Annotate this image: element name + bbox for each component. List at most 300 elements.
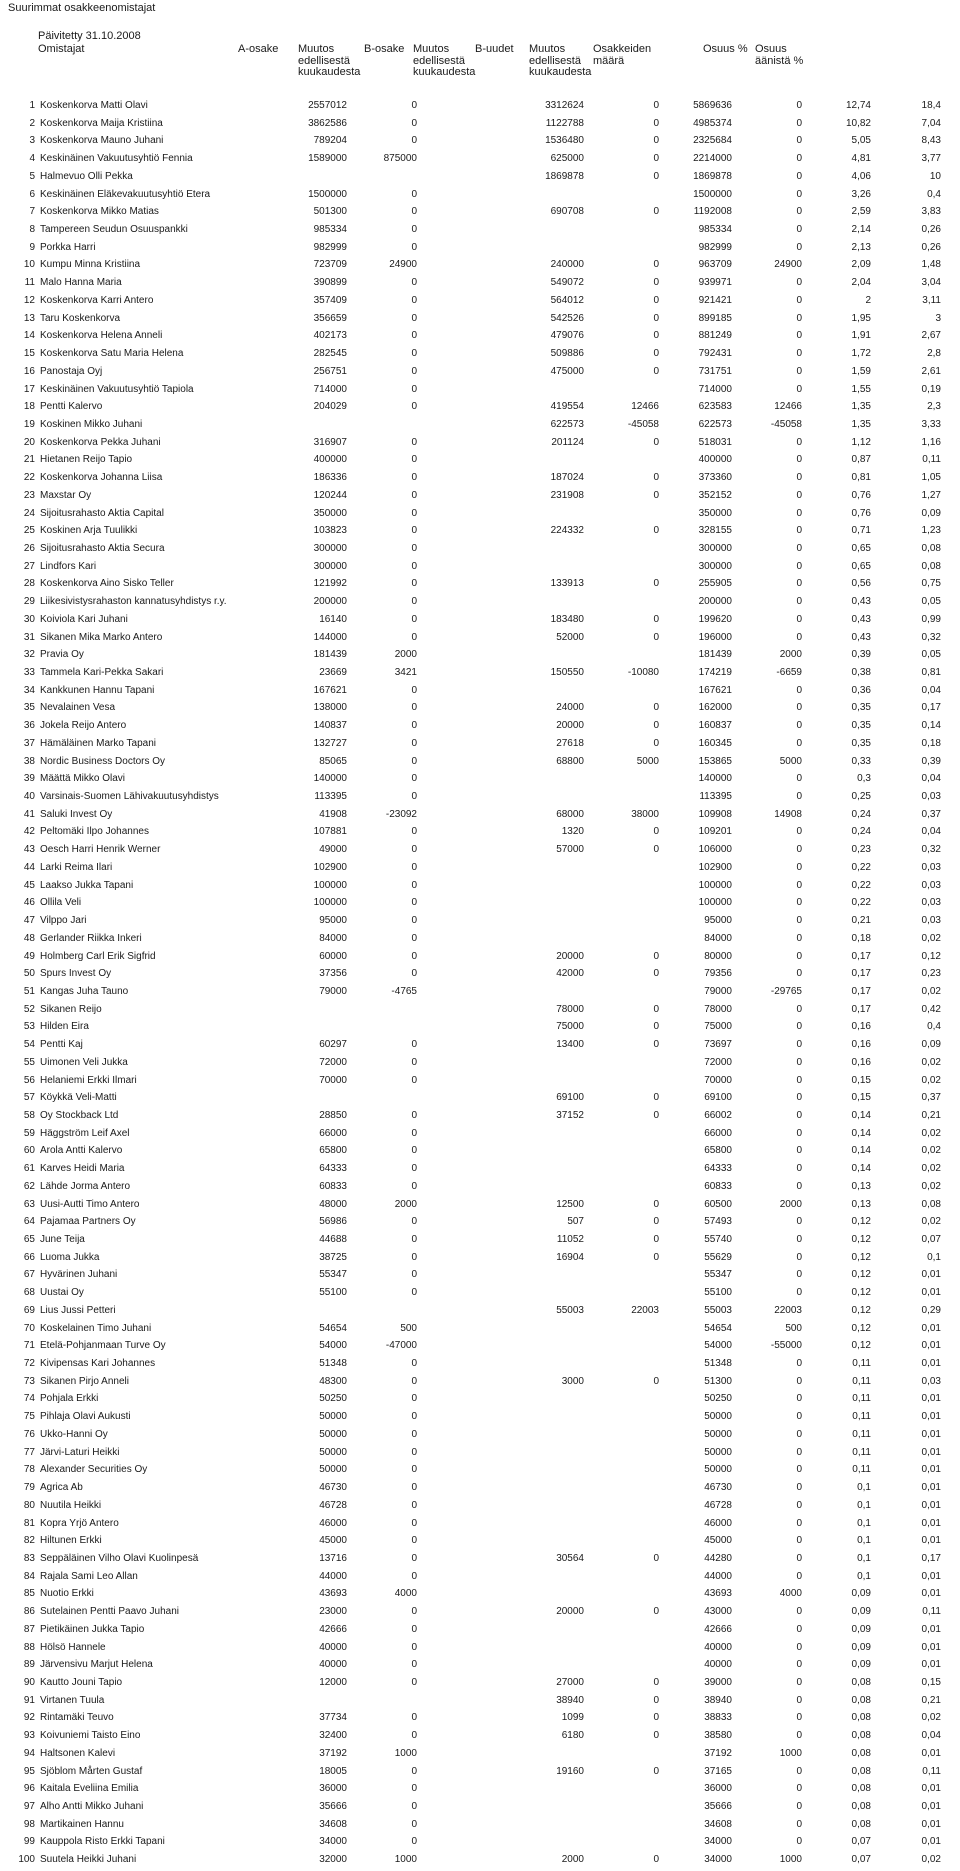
cell-pct: 0,39 xyxy=(851,649,871,661)
cell-tot: 72000 xyxy=(704,1056,732,1068)
cell-rank: 86 xyxy=(23,1606,35,1618)
header-b-shares: B-osake xyxy=(364,43,405,55)
cell-tot: 60500 xyxy=(704,1198,732,1210)
cell-a: 501300 xyxy=(313,206,347,218)
cell-u: 1536480 xyxy=(545,135,584,147)
cell-rank: 13 xyxy=(23,312,35,324)
cell-vote: 0,11 xyxy=(922,454,941,466)
table-row xyxy=(0,629,960,647)
cell-am: 0 xyxy=(411,277,417,289)
cell-name: Peltomäki Ilpo Johannes xyxy=(40,826,149,838)
cell-pct: 12,74 xyxy=(845,100,871,111)
cell-pct: 0,09 xyxy=(851,1588,871,1600)
cell-am: 0 xyxy=(411,507,417,519)
cell-um: 0 xyxy=(653,525,659,537)
cell-pct: 0,11 xyxy=(852,1375,871,1387)
table-row xyxy=(0,1497,960,1515)
cell-am: 0 xyxy=(411,542,417,554)
cell-pct: 1,55 xyxy=(851,383,871,395)
cell-name: Agrica Ab xyxy=(40,1482,83,1494)
cell-am: 0 xyxy=(411,100,417,111)
cell-tm: 0 xyxy=(796,1818,802,1830)
cell-name: Koskenkorva Johanna Liisa xyxy=(40,472,163,484)
cell-tot: 352152 xyxy=(698,489,732,501)
cell-pct: 0,22 xyxy=(851,897,871,909)
cell-um: 0 xyxy=(653,330,659,342)
cell-tm: 0 xyxy=(796,1499,802,1511)
cell-u: 20000 xyxy=(556,1606,584,1618)
cell-tot: 881249 xyxy=(698,330,732,342)
cell-pct: 0,16 xyxy=(851,1021,871,1033)
table-row xyxy=(0,753,960,771)
cell-a: 16140 xyxy=(319,613,347,625)
cell-am: 875000 xyxy=(383,153,417,165)
cell-am: 0 xyxy=(411,737,417,749)
cell-a: 256751 xyxy=(313,365,347,377)
cell-pct: 0,08 xyxy=(851,1818,871,1830)
cell-tot: 65800 xyxy=(704,1145,732,1157)
cell-rank: 11 xyxy=(24,277,35,289)
cell-a: 23000 xyxy=(319,1606,347,1618)
cell-tot: 4985374 xyxy=(693,117,732,129)
table-row xyxy=(0,540,960,558)
cell-tot: 69100 xyxy=(704,1092,732,1104)
cell-name: Sjöblom Mårten Gustaf xyxy=(40,1765,143,1777)
cell-rank: 41 xyxy=(23,808,35,820)
cell-u: 224332 xyxy=(550,525,584,537)
cell-rank: 6 xyxy=(29,188,35,200)
table-row xyxy=(0,575,960,593)
cell-name: Helaniemi Erkki Ilmari xyxy=(40,1074,137,1086)
cell-tm: 0 xyxy=(796,1694,802,1706)
cell-name: Jokela Reijo Antero xyxy=(40,720,127,732)
cell-a: 43693 xyxy=(319,1588,347,1600)
cell-pct: 0,13 xyxy=(851,1180,871,1192)
cell-vote: 0,32 xyxy=(921,844,941,856)
cell-am: 0 xyxy=(411,1712,417,1724)
cell-pct: 0,15 xyxy=(851,1092,871,1104)
cell-tot: 55347 xyxy=(704,1269,732,1281)
cell-u: 150550 xyxy=(550,667,584,678)
cell-am: 0 xyxy=(411,1482,417,1494)
cell-name: Koskinen Mikko Juhani xyxy=(40,418,143,430)
cell-vote: 0,29 xyxy=(921,1304,941,1316)
cell-tot: 66002 xyxy=(704,1109,732,1121)
cell-name: Pietikäinen Jukka Tapio xyxy=(40,1623,145,1635)
cell-a: 35666 xyxy=(319,1801,347,1812)
cell-am: 0 xyxy=(411,755,417,767)
cell-tot: 921421 xyxy=(698,294,732,306)
cell-vote: 1,16 xyxy=(921,436,941,448)
cell-tot: 373360 xyxy=(698,472,732,484)
cell-rank: 29 xyxy=(23,596,35,608)
table-row xyxy=(0,1213,960,1231)
cell-a: 140837 xyxy=(313,720,347,732)
header-b-change: Muutos edellisestä kuukaudesta xyxy=(413,43,476,78)
cell-tm: 0 xyxy=(796,472,802,484)
cell-am: 0 xyxy=(411,1393,417,1405)
cell-pct: 0,81 xyxy=(851,472,871,484)
table-row xyxy=(0,1709,960,1727)
cell-tot: 37165 xyxy=(704,1765,732,1777)
cell-tot: 39000 xyxy=(704,1676,732,1688)
cell-pct: 0,24 xyxy=(851,826,871,838)
cell-am: 0 xyxy=(411,1287,417,1299)
cell-vote: 0,01 xyxy=(921,1287,941,1299)
cell-a: 12000 xyxy=(319,1676,347,1688)
cell-rank: 82 xyxy=(23,1535,35,1547)
table-row xyxy=(0,823,960,841)
cell-u: 2000 xyxy=(561,1854,584,1866)
cell-name: Vilppo Jari xyxy=(40,915,87,927)
cell-am: 0 xyxy=(411,1499,417,1511)
cell-tot: 102900 xyxy=(698,861,732,873)
cell-name: Gerlander Riikka Inkeri xyxy=(40,932,142,944)
cell-vote: 0,01 xyxy=(921,1340,941,1352)
cell-tm: 0 xyxy=(796,684,802,696)
table-row xyxy=(0,1284,960,1302)
cell-a: 1589000 xyxy=(308,153,347,165)
cell-rank: 54 xyxy=(23,1039,35,1051)
cell-u: 42000 xyxy=(556,968,584,980)
cell-am: 0 xyxy=(411,1676,417,1688)
cell-am: 0 xyxy=(411,720,417,732)
cell-am: 0 xyxy=(411,206,417,218)
cell-pct: 0,14 xyxy=(851,1163,871,1175)
cell-vote: 0,21 xyxy=(921,1694,941,1706)
cell-vote: 0,19 xyxy=(921,383,941,395)
table-row xyxy=(0,203,960,221)
cell-rank: 49 xyxy=(23,950,35,962)
cell-rank: 66 xyxy=(23,1251,35,1263)
cell-um: 0 xyxy=(653,702,659,714)
cell-u: 549072 xyxy=(550,277,584,289)
cell-am: 0 xyxy=(411,348,417,360)
cell-um: 0 xyxy=(653,294,659,306)
cell-pct: 0,76 xyxy=(851,507,871,519)
cell-tot: 1500000 xyxy=(693,188,732,200)
cell-am: 0 xyxy=(411,312,417,324)
cell-u: 1099 xyxy=(561,1712,584,1724)
cell-name: Liikesivistysrahaston kannatusyhdistys r.y. xyxy=(40,596,227,608)
cell-rank: 19 xyxy=(23,418,35,430)
cell-rank: 79 xyxy=(23,1482,35,1494)
cell-tot: 1192008 xyxy=(693,206,732,218)
cell-tm: 0 xyxy=(796,241,802,253)
cell-tot: 80000 xyxy=(704,950,732,962)
cell-vote: 0,26 xyxy=(921,241,941,253)
cell-tm: 0 xyxy=(796,294,802,306)
cell-vote: 1,23 xyxy=(921,525,941,537)
cell-pct: 0,35 xyxy=(851,702,871,714)
cell-vote: 0,01 xyxy=(921,1623,941,1635)
cell-u: 3000 xyxy=(561,1375,584,1387)
cell-name: Uimonen Veli Jukka xyxy=(40,1056,128,1068)
cell-um: 5000 xyxy=(636,755,659,767)
cell-name: Tampereen Seudun Osuuspankki xyxy=(40,224,188,236)
cell-rank: 61 xyxy=(23,1163,35,1175)
cell-a: 50000 xyxy=(319,1464,347,1476)
cell-pct: 0,08 xyxy=(851,1694,871,1706)
table-row xyxy=(0,1426,960,1444)
cell-tm: 0 xyxy=(796,897,802,909)
cell-name: Laakso Jukka Tapani xyxy=(40,879,134,891)
cell-am: 0 xyxy=(411,844,417,856)
cell-pct: 1,95 xyxy=(851,312,871,324)
cell-a: 23669 xyxy=(319,667,347,678)
cell-tot: 167621 xyxy=(698,684,732,696)
cell-a: 138000 xyxy=(313,702,347,714)
cell-vote: 0,01 xyxy=(921,1783,941,1795)
cell-tm: 0 xyxy=(796,1464,802,1476)
cell-um: 0 xyxy=(653,348,659,360)
cell-am: 0 xyxy=(411,525,417,537)
cell-am: 0 xyxy=(411,861,417,873)
cell-vote: 0,32 xyxy=(921,631,941,643)
cell-pct: 0,1 xyxy=(857,1570,871,1582)
cell-am: 0 xyxy=(411,1251,417,1263)
table-row xyxy=(0,877,960,895)
cell-pct: 0,1 xyxy=(857,1552,871,1564)
cell-tot: 100000 xyxy=(698,897,732,909)
cell-a: 186336 xyxy=(313,472,347,484)
cell-u: 68800 xyxy=(556,755,584,767)
cell-pct: 0,14 xyxy=(851,1127,871,1139)
cell-am: 1000 xyxy=(394,1854,417,1866)
cell-um: 0 xyxy=(653,489,659,501)
cell-um: -45058 xyxy=(627,418,659,430)
cell-pct: 0,21 xyxy=(851,915,871,927)
cell-tot: 623583 xyxy=(698,401,732,413)
table-row xyxy=(0,1355,960,1373)
cell-tm: 0 xyxy=(796,1801,802,1812)
cell-tot: 109908 xyxy=(698,808,732,820)
cell-tot: 79356 xyxy=(704,968,732,980)
cell-am: 0 xyxy=(411,684,417,696)
cell-rank: 95 xyxy=(23,1765,35,1777)
cell-u: 622573 xyxy=(550,418,584,430)
cell-tot: 140000 xyxy=(698,773,732,785)
cell-rank: 28 xyxy=(23,578,35,590)
cell-pct: 0,1 xyxy=(857,1499,871,1511)
cell-tm: 2000 xyxy=(779,649,802,661)
cell-rank: 39 xyxy=(23,773,35,785)
cell-um: 0 xyxy=(653,720,659,732)
cell-tot: 982999 xyxy=(698,241,732,253)
cell-pct: 0,22 xyxy=(851,879,871,891)
cell-tot: 400000 xyxy=(698,454,732,466)
cell-rank: 65 xyxy=(23,1234,35,1245)
cell-tm: -45058 xyxy=(770,418,802,430)
table-row xyxy=(0,770,960,788)
cell-a: 79000 xyxy=(319,985,347,997)
cell-u: 52000 xyxy=(556,631,584,643)
cell-u: 133913 xyxy=(550,578,584,590)
cell-vote: 3,04 xyxy=(921,277,941,289)
cell-um: 0 xyxy=(653,436,659,448)
table-row xyxy=(0,646,960,664)
cell-tm: 0 xyxy=(796,1482,802,1494)
cell-vote: 1,27 xyxy=(921,489,941,501)
cell-um: 0 xyxy=(653,1251,659,1263)
cell-vote: 0,01 xyxy=(921,1499,941,1511)
header-vote-percent: Osuus äänistä % xyxy=(755,43,804,67)
cell-tm: 0 xyxy=(796,135,802,147)
cell-vote: 0,04 xyxy=(921,684,941,696)
cell-vote: 0,01 xyxy=(921,1517,941,1529)
cell-tot: 109201 xyxy=(698,826,732,838)
cell-name: Uusi-Autti Timo Antero xyxy=(40,1198,140,1210)
cell-name: Koskenkorva Maija Kristiina xyxy=(40,117,163,129)
table-row xyxy=(0,558,960,576)
cell-a: 200000 xyxy=(313,596,347,608)
cell-a: 55100 xyxy=(319,1287,347,1299)
cell-a: 42666 xyxy=(319,1623,347,1635)
cell-am: 0 xyxy=(411,1039,417,1051)
cell-name: Sikanen Reijo xyxy=(40,1003,102,1015)
cell-am: 0 xyxy=(411,436,417,448)
cell-pct: 1,35 xyxy=(851,401,871,413)
cell-pct: 2,04 xyxy=(851,277,871,289)
cell-rank: 35 xyxy=(23,702,35,714)
cell-name: Panostaja Oyj xyxy=(40,365,103,377)
cell-name: Varsinais-Suomen Lähivakuutusyhdistys xyxy=(40,791,219,803)
cell-am: 0 xyxy=(411,117,417,129)
cell-rank: 75 xyxy=(23,1411,35,1423)
cell-tot: 714000 xyxy=(698,383,732,395)
cell-um: 0 xyxy=(653,826,659,838)
cell-name: Kaitala Eveliina Emilia xyxy=(40,1783,139,1795)
table-row xyxy=(0,168,960,186)
cell-tm: 2000 xyxy=(779,1198,802,1210)
cell-a: 3862586 xyxy=(308,117,347,129)
cell-um: 0 xyxy=(653,1216,659,1228)
cell-pct: 0,43 xyxy=(851,613,871,625)
cell-vote: 1,48 xyxy=(921,259,941,271)
cell-rank: 18 xyxy=(23,401,35,413)
cell-tot: 50250 xyxy=(704,1393,732,1405)
cell-vote: 0,07 xyxy=(921,1234,941,1245)
cell-tm: 0 xyxy=(796,1163,802,1175)
cell-pct: 0,11 xyxy=(852,1428,871,1440)
cell-am: 0 xyxy=(411,968,417,980)
cell-vote: 0,03 xyxy=(921,791,941,803)
cell-tot: 38833 xyxy=(704,1712,732,1724)
cell-rank: 53 xyxy=(23,1021,35,1033)
cell-tm: 0 xyxy=(796,383,802,395)
cell-a: 70000 xyxy=(319,1074,347,1086)
table-row xyxy=(0,274,960,292)
cell-vote: 0,09 xyxy=(921,1039,941,1051)
cell-vote: 0,08 xyxy=(921,1198,941,1210)
cell-am: 0 xyxy=(411,1428,417,1440)
cell-um: 22003 xyxy=(631,1304,659,1316)
cell-pct: 0,25 xyxy=(851,791,871,803)
cell-name: Rajala Sami Leo Allan xyxy=(40,1570,138,1582)
table-row xyxy=(0,930,960,948)
cell-tm: 0 xyxy=(796,737,802,749)
cell-rank: 90 xyxy=(23,1676,35,1688)
table-row xyxy=(0,132,960,150)
cell-tm: 0 xyxy=(796,330,802,342)
cell-pct: 0,18 xyxy=(851,932,871,944)
cell-tm: 500 xyxy=(785,1322,802,1334)
cell-a: 28850 xyxy=(319,1109,347,1121)
cell-rank: 51 xyxy=(23,985,35,997)
cell-name: Pentti Kalervo xyxy=(40,401,103,413)
cell-a: 48000 xyxy=(319,1198,347,1210)
cell-a: 46728 xyxy=(319,1499,347,1511)
cell-tot: 2214000 xyxy=(693,153,732,165)
cell-u: 187024 xyxy=(550,472,584,484)
cell-u: 183480 xyxy=(550,613,584,625)
table-row xyxy=(0,434,960,452)
cell-tm: 4000 xyxy=(779,1588,802,1600)
cell-vote: 0,11 xyxy=(922,1765,941,1777)
cell-name: Hyvärinen Juhani xyxy=(40,1269,118,1281)
cell-am: 0 xyxy=(411,631,417,643)
cell-vote: 0,15 xyxy=(921,1676,941,1688)
cell-u: 30564 xyxy=(556,1552,584,1564)
cell-rank: 100 xyxy=(18,1854,35,1866)
table-row xyxy=(0,1479,960,1497)
cell-pct: 0,08 xyxy=(851,1730,871,1742)
cell-vote: 7,04 xyxy=(921,117,941,129)
updated-date: Päivitetty 31.10.2008 xyxy=(38,30,141,42)
cell-pct: 1,59 xyxy=(851,365,871,377)
table-row xyxy=(0,1178,960,1196)
cell-vote: 0,1 xyxy=(927,1251,941,1263)
table-row xyxy=(0,699,960,717)
cell-name: Uustai Oy xyxy=(40,1287,84,1299)
cell-u: 24000 xyxy=(556,702,584,714)
cell-tot: 196000 xyxy=(698,631,732,643)
cell-vote: 0,02 xyxy=(921,1145,941,1157)
cell-am: 0 xyxy=(411,879,417,891)
cell-rank: 4 xyxy=(29,153,35,165)
cell-rank: 31 xyxy=(23,631,35,643)
table-row xyxy=(0,1054,960,1072)
table-row xyxy=(0,806,960,824)
cell-am: 0 xyxy=(411,1180,417,1192)
cell-u: 69100 xyxy=(556,1092,584,1104)
cell-name: Oy Stockback Ltd xyxy=(40,1109,119,1121)
cell-name: Sijoitusrahasto Aktia Capital xyxy=(40,507,164,519)
cell-a: 85065 xyxy=(319,755,347,767)
cell-a: 37192 xyxy=(319,1747,347,1759)
cell-rank: 1 xyxy=(29,100,35,111)
cell-a: 100000 xyxy=(313,879,347,891)
cell-am: 0 xyxy=(411,702,417,714)
cell-um: 0 xyxy=(653,1039,659,1051)
table-row xyxy=(0,327,960,345)
cell-tot: 57493 xyxy=(704,1216,732,1228)
table-row xyxy=(0,1408,960,1426)
cell-pct: 0,35 xyxy=(851,737,871,749)
cell-vote: 0,37 xyxy=(921,1092,941,1104)
cell-pct: 0,33 xyxy=(851,755,871,767)
cell-a: 40000 xyxy=(319,1659,347,1671)
cell-rank: 81 xyxy=(23,1517,35,1529)
header-share-percent: Osuus % xyxy=(703,43,748,55)
cell-tot: 54000 xyxy=(704,1340,732,1352)
cell-vote: 0,01 xyxy=(921,1482,941,1494)
cell-am: 0 xyxy=(411,613,417,625)
cell-a: 985334 xyxy=(313,224,347,236)
cell-pct: 0,1 xyxy=(857,1535,871,1547)
cell-vote: 0,01 xyxy=(921,1747,941,1759)
cell-am: 0 xyxy=(411,897,417,909)
